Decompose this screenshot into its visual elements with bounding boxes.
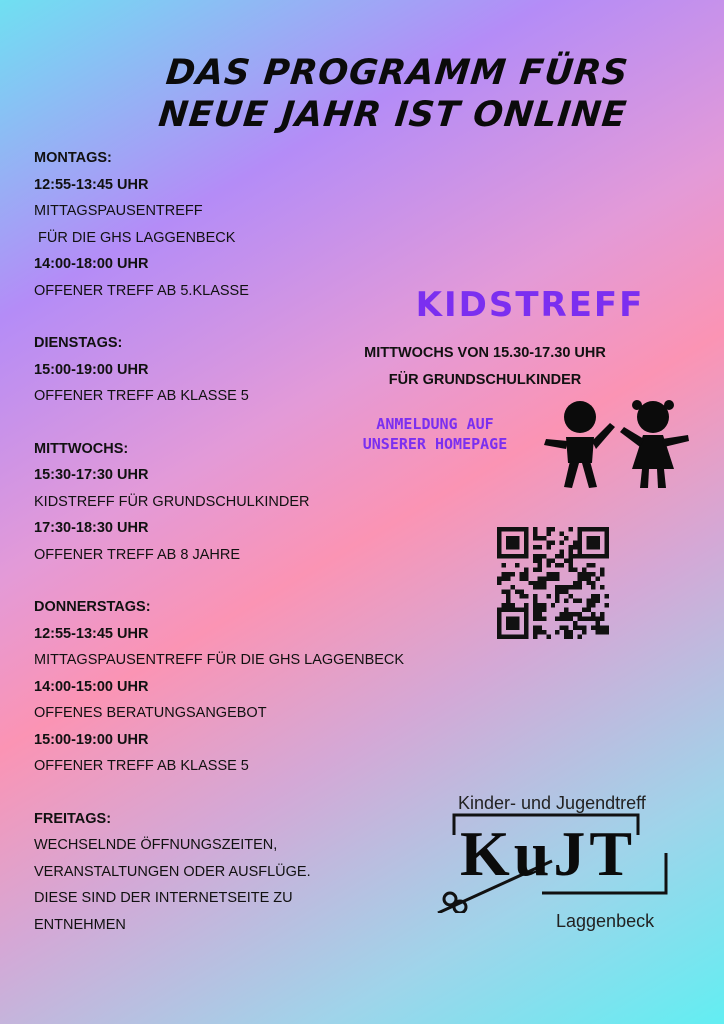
kidstreff-title: KIDSTREFF: [415, 285, 645, 325]
schedule-time: 17:30-18:30 UHR: [34, 520, 149, 536]
schedule-description: OFFENES BERATUNGSANGEBOT: [34, 705, 267, 721]
headline-line-2: NEUE JAHR IST ONLINE: [156, 95, 629, 135]
weekly-schedule: [34, 145, 454, 964]
headline-line-1: DAS PROGRAMM FÜRS: [164, 53, 631, 93]
kidstreff-registration-line-2: UNSERER HOMEPAGE: [362, 435, 508, 453]
schedule-description: OFFENER TREFF AB 8 JAHRE: [34, 546, 240, 563]
schedule-day-block: [34, 145, 454, 304]
schedule-description: MITTAGSPAUSENTREFF: [34, 203, 203, 219]
schedule-description: OFFENER TREFF AB KLASSE 5: [34, 758, 249, 774]
logo-tagline: Kinder- und Jugendtreff: [458, 793, 646, 813]
schedule-description: DIESE SIND DER INTERNETSEITE ZU: [34, 890, 293, 906]
kidstreff-audience: FÜR GRUNDSCHULKINDER: [388, 372, 582, 388]
schedule-day-heading: MITTWOCHS:: [34, 440, 129, 457]
schedule-day-block: [34, 594, 454, 780]
schedule-time: 12:55-13:45 UHR: [34, 176, 149, 193]
schedule-description: OFFENER TREFF AB 5.KLASSE: [34, 282, 249, 299]
children-icon: [542, 393, 692, 491]
qr-code-icon[interactable]: [497, 527, 609, 639]
headline: [146, 52, 645, 136]
schedule-day-heading: MONTAGS:: [34, 150, 112, 166]
logo-location: Laggenbeck: [556, 911, 655, 931]
schedule-description: OFFENER TREFF AB KLASSE 5: [34, 388, 249, 404]
schedule-day-block: [34, 436, 454, 569]
schedule-time: 15:30-17:30 UHR: [34, 467, 149, 483]
kidstreff-registration-line-1: ANMELDUNG AUF: [376, 415, 494, 433]
logo-wordmark: KuJT: [460, 818, 637, 889]
kidstreff-time: MITTWOCHS VON 15.30-17.30 UHR: [364, 345, 606, 361]
schedule-day-heading: FREITAGS:: [34, 810, 112, 827]
schedule-day-block: [34, 330, 454, 410]
schedule-description: ENTNEHMEN: [34, 916, 126, 933]
schedule-time: 15:00-19:00 UHR: [34, 731, 149, 748]
schedule-description: WECHSELNDE ÖFFNUNGSZEITEN,: [34, 837, 278, 853]
schedule-time: 15:00-19:00 UHR: [34, 361, 149, 378]
schedule-day-block: [34, 806, 454, 939]
schedule-time: 14:00-15:00 UHR: [34, 678, 149, 695]
schedule-time: 14:00-18:00 UHR: [34, 256, 149, 272]
schedule-description: MITTAGSPAUSENTREFF FÜR DIE GHS LAGGENBECK: [34, 652, 405, 668]
schedule-description: FÜR DIE GHS LAGGENBECK: [38, 229, 236, 246]
schedule-description: KIDSTREFF FÜR GRUNDSCHULKINDER: [34, 493, 310, 510]
schedule-day-heading: DIENSTAGS:: [34, 335, 123, 351]
schedule-description: VERANSTALTUNGEN ODER AUSFLÜGE.: [34, 863, 311, 880]
schedule-day-heading: DONNERSTAGS:: [34, 599, 151, 615]
schedule-time: 12:55-13:45 UHR: [34, 625, 149, 642]
kujt-logo: [432, 793, 672, 938]
